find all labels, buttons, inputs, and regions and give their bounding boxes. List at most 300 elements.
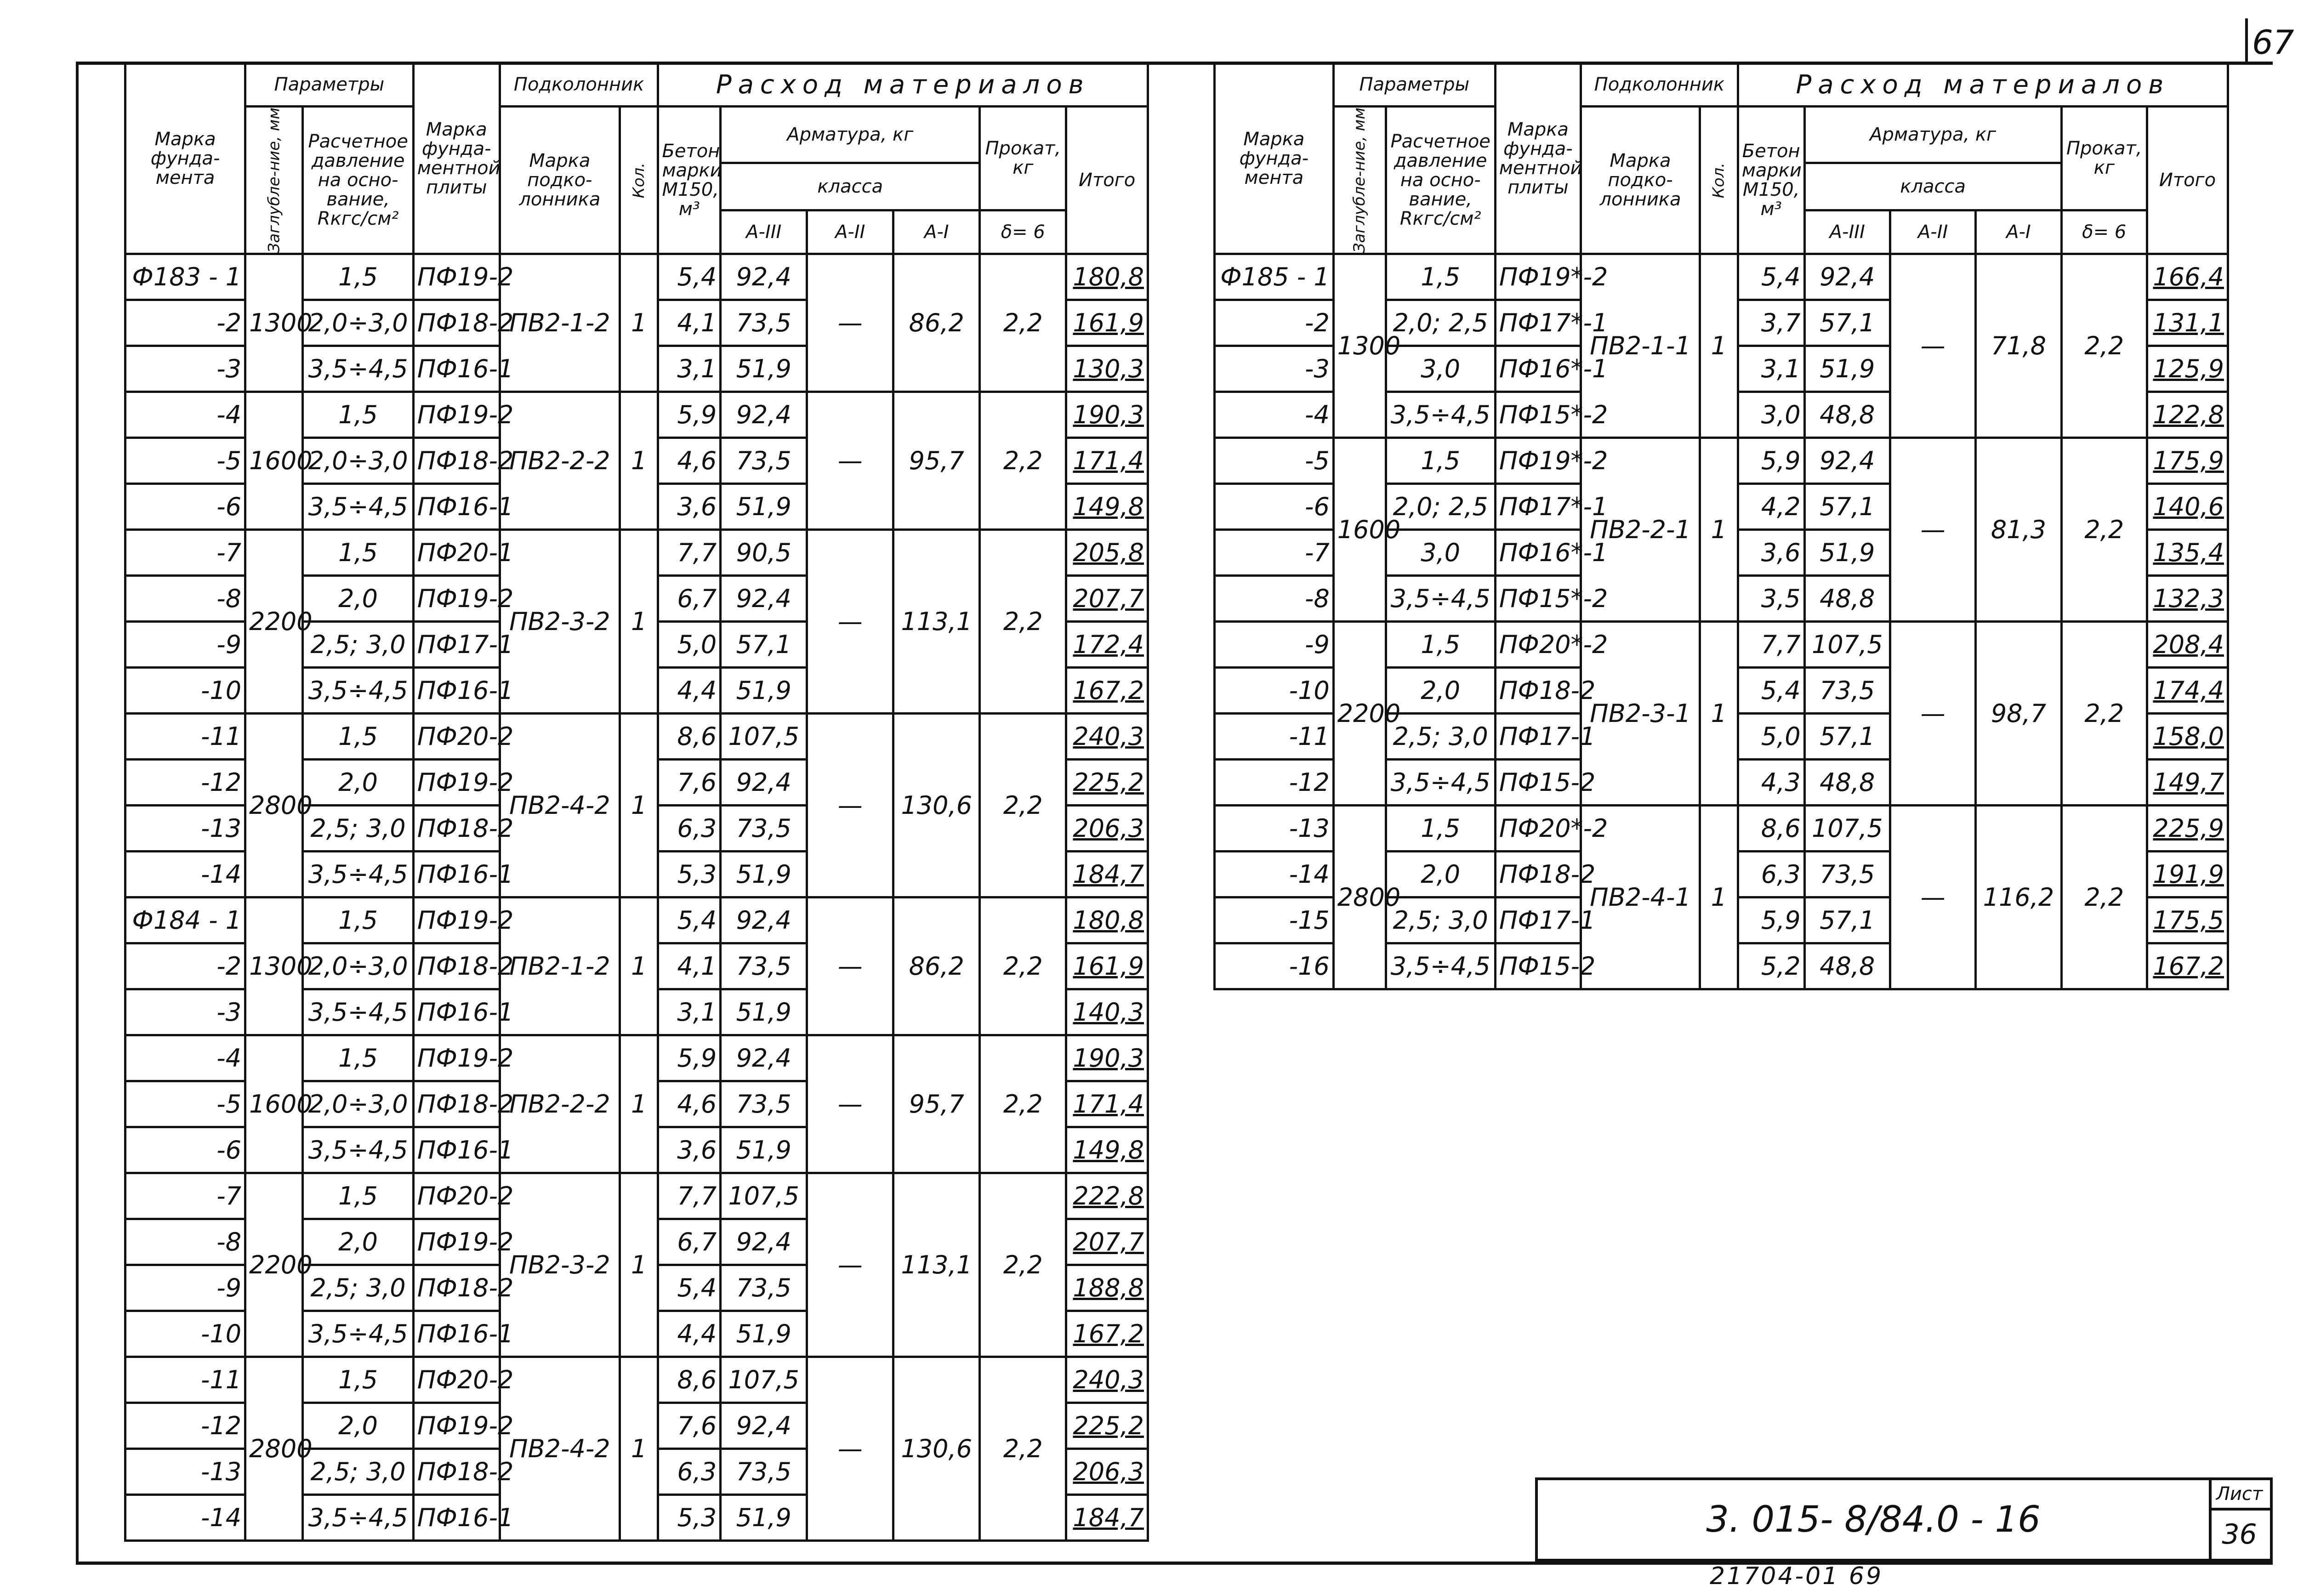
cell-a2: — xyxy=(807,897,893,1035)
cell-a2: — xyxy=(1890,622,1975,806)
cell-davlenie: 1,5 xyxy=(303,254,413,300)
header-marka-podk: Марка подко-лонника xyxy=(1581,107,1700,254)
cell-itogo: 149,8 xyxy=(1066,1127,1148,1173)
cell-itogo: 175,9 xyxy=(2147,438,2228,484)
cell-davlenie: 1,5 xyxy=(1386,254,1495,300)
cell-podkolonnik: ПВ2-2-2 xyxy=(500,1035,620,1173)
cell-beton: 5,4 xyxy=(1738,668,1804,714)
cell-a3: 92,4 xyxy=(721,254,807,300)
header-kol: Кол. xyxy=(620,107,658,254)
table-row xyxy=(125,1035,1148,1081)
cell-beton: 8,6 xyxy=(658,1357,721,1403)
title-block-stamp xyxy=(1535,1477,2273,1562)
cell-kol: 1 xyxy=(1700,622,1738,806)
header-podkolonnik: Подколонник xyxy=(1581,63,1738,107)
cell-marka: -3 xyxy=(125,346,245,392)
cell-a2: — xyxy=(1890,438,1975,622)
cell-plita: ПФ19-2 xyxy=(413,254,500,300)
cell-itogo: 207,7 xyxy=(1066,1219,1148,1265)
cell-plita: ПФ18-2 xyxy=(1495,852,1581,897)
cell-a3: 73,5 xyxy=(721,1265,807,1311)
header-klassa: класса xyxy=(1804,163,2061,210)
cell-plita: ПФ17-1 xyxy=(1495,897,1581,943)
sheet-label: Лист xyxy=(2209,1480,2270,1511)
cell-davlenie: 1,5 xyxy=(1386,622,1495,668)
cell-itogo: 161,9 xyxy=(1066,300,1148,346)
cell-plita: ПФ16-1 xyxy=(413,852,500,897)
cell-marka: Ф183 - 1 xyxy=(125,254,245,300)
materials-table-right xyxy=(1213,62,2229,990)
cell-plita: ПФ19*-2 xyxy=(1495,438,1581,484)
header-a1: А-I xyxy=(1976,210,2061,254)
cell-zaglub: 1600 xyxy=(245,1035,303,1173)
cell-marka: -11 xyxy=(125,714,245,760)
cell-plita: ПФ20-1 xyxy=(413,530,500,576)
cell-a3: 73,5 xyxy=(721,438,807,484)
header-parametry: Параметры xyxy=(1333,63,1495,107)
cell-davlenie: 1,5 xyxy=(1386,438,1495,484)
cell-marka: -6 xyxy=(125,484,245,530)
cell-itogo: 190,3 xyxy=(1066,392,1148,438)
cell-davlenie: 2,5; 3,0 xyxy=(303,1265,413,1311)
cell-beton: 7,7 xyxy=(658,1173,721,1219)
cell-podkolonnik: ПВ2-4-2 xyxy=(500,714,620,897)
cell-beton: 5,9 xyxy=(658,1035,721,1081)
cell-marka: -3 xyxy=(1215,346,1334,392)
cell-davlenie: 2,0÷3,0 xyxy=(303,1081,413,1127)
cell-davlenie: 3,5÷4,5 xyxy=(1386,760,1495,806)
cell-a3: 92,4 xyxy=(721,1219,807,1265)
header-kol: Кол. xyxy=(1700,107,1738,254)
cell-prokat: 2,2 xyxy=(980,1173,1066,1357)
header-delta: δ= 6 xyxy=(2061,210,2147,254)
cell-a3: 107,5 xyxy=(721,714,807,760)
header-a2: А-II xyxy=(1890,210,1975,254)
cell-podkolonnik: ПВ2-2-2 xyxy=(500,392,620,530)
cell-a3: 51,9 xyxy=(721,989,807,1035)
cell-kol: 1 xyxy=(620,1035,658,1173)
cell-itogo: 135,4 xyxy=(2147,530,2228,576)
cell-itogo: 167,2 xyxy=(2147,943,2228,989)
cell-plita: ПФ20-2 xyxy=(413,1173,500,1219)
cell-prokat: 2,2 xyxy=(980,392,1066,530)
cell-kol: 1 xyxy=(1700,438,1738,622)
table-row xyxy=(125,714,1148,760)
cell-zaglub: 2200 xyxy=(1333,622,1386,806)
cell-zaglub: 1300 xyxy=(245,254,303,392)
cell-a1: 116,2 xyxy=(1976,806,2061,989)
cell-a3: 92,4 xyxy=(1804,438,1890,484)
table-row xyxy=(125,530,1148,576)
cell-beton: 3,6 xyxy=(658,1127,721,1173)
cell-itogo: 122,8 xyxy=(2147,392,2228,438)
cell-a3: 107,5 xyxy=(721,1357,807,1403)
cell-itogo: 225,9 xyxy=(2147,806,2228,852)
cell-davlenie: 3,5÷4,5 xyxy=(303,1495,413,1541)
cell-davlenie: 2,5; 3,0 xyxy=(303,1449,413,1495)
table-row xyxy=(125,1357,1148,1403)
cell-marka: -6 xyxy=(125,1127,245,1173)
cell-a2: — xyxy=(807,1357,893,1541)
cell-plita: ПФ16-1 xyxy=(413,989,500,1035)
table-row xyxy=(125,897,1148,943)
cell-beton: 5,3 xyxy=(658,1495,721,1541)
cell-marka: Ф184 - 1 xyxy=(125,897,245,943)
cell-itogo: 175,5 xyxy=(2147,897,2228,943)
cell-itogo: 225,2 xyxy=(1066,1403,1148,1449)
document-code: 3. 015- 8/84.0 - 16 xyxy=(1538,1480,2212,1559)
cell-a3: 73,5 xyxy=(1804,668,1890,714)
cell-itogo: 167,2 xyxy=(1066,1311,1148,1357)
cell-a1: 113,1 xyxy=(893,530,980,714)
cell-beton: 4,6 xyxy=(658,1081,721,1127)
cell-a2: — xyxy=(807,530,893,714)
cell-itogo: 174,4 xyxy=(2147,668,2228,714)
cell-a3: 51,9 xyxy=(1804,346,1890,392)
cell-zaglub: 2200 xyxy=(245,1173,303,1357)
cell-marka: -8 xyxy=(125,1219,245,1265)
cell-prokat: 2,2 xyxy=(980,897,1066,1035)
cell-a3: 73,5 xyxy=(1804,852,1890,897)
cell-beton: 7,6 xyxy=(658,760,721,806)
cell-davlenie: 3,0 xyxy=(1386,346,1495,392)
cell-itogo: 167,2 xyxy=(1066,668,1148,714)
cell-itogo: 240,3 xyxy=(1066,714,1148,760)
cell-marka: -2 xyxy=(1215,300,1334,346)
header-a2: А-II xyxy=(807,210,893,254)
cell-davlenie: 3,5÷4,5 xyxy=(303,1311,413,1357)
cell-beton: 4,4 xyxy=(658,668,721,714)
header-podkolonnik: Подколонник xyxy=(500,63,658,107)
table-row xyxy=(1215,806,2228,852)
cell-marka: -9 xyxy=(125,1265,245,1311)
cell-marka: -2 xyxy=(125,300,245,346)
cell-prokat: 2,2 xyxy=(2061,254,2147,438)
cell-kol: 1 xyxy=(620,392,658,530)
cell-marka: -12 xyxy=(125,760,245,806)
cell-plita: ПФ18-2 xyxy=(1495,668,1581,714)
archive-number: 21704-01 69 xyxy=(1710,1562,1883,1590)
cell-plita: ПФ19*-2 xyxy=(1495,254,1581,300)
cell-a2: — xyxy=(1890,806,1975,989)
cell-plita: ПФ16*-1 xyxy=(1495,346,1581,392)
cell-podkolonnik: ПВ2-4-2 xyxy=(500,1357,620,1541)
cell-a3: 57,1 xyxy=(1804,484,1890,530)
cell-marka: -4 xyxy=(1215,392,1334,438)
cell-marka: -2 xyxy=(125,943,245,989)
cell-itogo: 149,8 xyxy=(1066,484,1148,530)
cell-marka: -12 xyxy=(1215,760,1334,806)
header-a1: А-I xyxy=(893,210,980,254)
cell-a1: 95,7 xyxy=(893,1035,980,1173)
cell-kol: 1 xyxy=(620,530,658,714)
header-marka-plity: Марка фунда-ментной плиты xyxy=(1495,63,1581,254)
cell-podkolonnik: ПВ2-1-1 xyxy=(1581,254,1700,438)
cell-davlenie: 2,0; 2,5 xyxy=(1386,300,1495,346)
cell-marka: -14 xyxy=(125,1495,245,1541)
cell-marka: -11 xyxy=(125,1357,245,1403)
header-parametry: Параметры xyxy=(245,63,414,107)
cell-podkolonnik: ПВ2-1-2 xyxy=(500,254,620,392)
cell-itogo: 171,4 xyxy=(1066,438,1148,484)
cell-prokat: 2,2 xyxy=(980,714,1066,897)
cell-kol: 1 xyxy=(620,897,658,1035)
cell-zaglub: 2800 xyxy=(245,1357,303,1541)
cell-marka: -9 xyxy=(125,622,245,668)
cell-beton: 6,3 xyxy=(658,806,721,852)
cell-plita: ПФ16*-1 xyxy=(1495,530,1581,576)
cell-plita: ПФ15-2 xyxy=(1495,943,1581,989)
cell-a3: 48,8 xyxy=(1804,576,1890,622)
table-row xyxy=(125,392,1148,438)
cell-marka: -7 xyxy=(1215,530,1334,576)
cell-beton: 3,7 xyxy=(1738,300,1804,346)
cell-plita: ПФ18-2 xyxy=(413,1081,500,1127)
table-row xyxy=(1215,254,2228,300)
cell-davlenie: 2,5; 3,0 xyxy=(303,622,413,668)
cell-beton: 5,9 xyxy=(1738,438,1804,484)
sheet-number-divider xyxy=(2245,18,2248,64)
cell-itogo: 158,0 xyxy=(2147,714,2228,760)
cell-beton: 6,3 xyxy=(1738,852,1804,897)
header-rashod: Расход материалов xyxy=(1738,63,2228,107)
cell-a3: 51,9 xyxy=(721,484,807,530)
header-itogo: Итого xyxy=(1066,107,1148,254)
cell-davlenie: 3,5÷4,5 xyxy=(303,484,413,530)
cell-kol: 1 xyxy=(620,1357,658,1541)
cell-beton: 8,6 xyxy=(658,714,721,760)
cell-marka: -6 xyxy=(1215,484,1334,530)
cell-itogo: 180,8 xyxy=(1066,254,1148,300)
cell-davlenie: 3,5÷4,5 xyxy=(303,346,413,392)
cell-plita: ПФ19-2 xyxy=(413,576,500,622)
cell-itogo: 130,3 xyxy=(1066,346,1148,392)
header-marka-fund: Марка фунда-мента xyxy=(125,63,245,254)
cell-plita: ПФ18-2 xyxy=(413,943,500,989)
cell-a3: 92,4 xyxy=(721,1035,807,1081)
cell-marka: -8 xyxy=(125,576,245,622)
cell-kol: 1 xyxy=(620,254,658,392)
cell-podkolonnik: ПВ2-3-1 xyxy=(1581,622,1700,806)
cell-marka: -13 xyxy=(125,806,245,852)
cell-plita: ПФ20*-2 xyxy=(1495,806,1581,852)
header-marka-plity: Марка фунда-ментной плиты xyxy=(413,63,500,254)
cell-podkolonnik: ПВ2-1-2 xyxy=(500,897,620,1035)
cell-zaglub: 2200 xyxy=(245,530,303,714)
cell-a3: 90,5 xyxy=(721,530,807,576)
cell-marka: -10 xyxy=(125,1311,245,1357)
cell-podkolonnik: ПВ2-2-1 xyxy=(1581,438,1700,622)
cell-marka: -11 xyxy=(1215,714,1334,760)
cell-itogo: 171,4 xyxy=(1066,1081,1148,1127)
cell-a2: — xyxy=(807,254,893,392)
cell-plita: ПФ18-2 xyxy=(413,300,500,346)
cell-itogo: 184,7 xyxy=(1066,1495,1148,1541)
header-davlenie: Расчетное давление на осно-вание, Rкгс/см² xyxy=(303,107,413,254)
cell-davlenie: 2,0; 2,5 xyxy=(1386,484,1495,530)
cell-marka: -15 xyxy=(1215,897,1334,943)
cell-davlenie: 3,5÷4,5 xyxy=(303,989,413,1035)
cell-davlenie: 1,5 xyxy=(303,392,413,438)
cell-plita: ПФ15*-2 xyxy=(1495,576,1581,622)
cell-davlenie: 1,5 xyxy=(1386,806,1495,852)
header-a3: А-III xyxy=(1804,210,1890,254)
cell-beton: 5,4 xyxy=(658,254,721,300)
cell-beton: 5,0 xyxy=(1738,714,1804,760)
cell-zaglub: 1600 xyxy=(1333,438,1386,622)
cell-itogo: 188,8 xyxy=(1066,1265,1148,1311)
cell-a3: 73,5 xyxy=(721,943,807,989)
frame-bottom-border xyxy=(76,1562,2273,1565)
cell-zaglub: 2800 xyxy=(1333,806,1386,989)
cell-davlenie: 2,0÷3,0 xyxy=(303,300,413,346)
cell-beton: 5,9 xyxy=(658,392,721,438)
cell-a3: 92,4 xyxy=(721,576,807,622)
cell-plita: ПФ18-2 xyxy=(413,438,500,484)
cell-marka: -13 xyxy=(125,1449,245,1495)
cell-prokat: 2,2 xyxy=(2061,438,2147,622)
cell-a3: 48,8 xyxy=(1804,392,1890,438)
cell-itogo: 240,3 xyxy=(1066,1357,1148,1403)
cell-davlenie: 2,0÷3,0 xyxy=(303,438,413,484)
cell-beton: 3,6 xyxy=(658,484,721,530)
cell-marka: -7 xyxy=(125,1173,245,1219)
cell-marka: -14 xyxy=(125,852,245,897)
cell-zaglub: 2800 xyxy=(245,714,303,897)
header-armatura: Арматура, кг xyxy=(1804,107,2061,163)
cell-kol: 1 xyxy=(620,1173,658,1357)
cell-a3: 51,9 xyxy=(1804,530,1890,576)
cell-prokat: 2,2 xyxy=(980,530,1066,714)
cell-davlenie: 2,0 xyxy=(303,1219,413,1265)
header-a3: А-III xyxy=(721,210,807,254)
cell-plita: ПФ19-2 xyxy=(413,1403,500,1449)
header-zaglub: Заглубле-ние, мм xyxy=(1333,107,1386,254)
cell-itogo: 208,4 xyxy=(2147,622,2228,668)
cell-beton: 6,7 xyxy=(658,576,721,622)
cell-a3: 107,5 xyxy=(721,1173,807,1219)
cell-prokat: 2,2 xyxy=(2061,806,2147,989)
cell-beton: 4,4 xyxy=(658,1311,721,1357)
cell-beton: 3,0 xyxy=(1738,392,1804,438)
cell-davlenie: 2,5; 3,0 xyxy=(1386,897,1495,943)
cell-davlenie: 3,5÷4,5 xyxy=(1386,943,1495,989)
cell-kol: 1 xyxy=(620,714,658,897)
cell-davlenie: 3,5÷4,5 xyxy=(303,852,413,897)
header-beton: Бетон марки М150, м³ xyxy=(658,107,721,254)
cell-plita: ПФ17*-1 xyxy=(1495,484,1581,530)
cell-a3: 92,4 xyxy=(721,392,807,438)
header-prokat: Прокат, кг xyxy=(2061,107,2147,210)
cell-a3: 57,1 xyxy=(721,622,807,668)
cell-plita: ПФ20-2 xyxy=(413,714,500,760)
cell-beton: 4,1 xyxy=(658,943,721,989)
cell-beton: 5,9 xyxy=(1738,897,1804,943)
cell-itogo: 206,3 xyxy=(1066,1449,1148,1495)
cell-a3: 107,5 xyxy=(1804,622,1890,668)
table-row xyxy=(125,254,1148,300)
cell-beton: 3,1 xyxy=(658,989,721,1035)
cell-beton: 5,0 xyxy=(658,622,721,668)
cell-a3: 107,5 xyxy=(1804,806,1890,852)
cell-davlenie: 2,0 xyxy=(1386,668,1495,714)
cell-a3: 48,8 xyxy=(1804,760,1890,806)
cell-plita: ПФ19-2 xyxy=(413,760,500,806)
cell-marka: Ф185 - 1 xyxy=(1215,254,1334,300)
cell-a3: 57,1 xyxy=(1804,897,1890,943)
cell-plita: ПФ17-1 xyxy=(413,622,500,668)
cell-itogo: 140,6 xyxy=(2147,484,2228,530)
cell-davlenie: 1,5 xyxy=(303,1173,413,1219)
cell-beton: 3,1 xyxy=(658,346,721,392)
cell-marka: -16 xyxy=(1215,943,1334,989)
cell-davlenie: 1,5 xyxy=(303,1357,413,1403)
cell-davlenie: 1,5 xyxy=(303,1035,413,1081)
cell-marka: -8 xyxy=(1215,576,1334,622)
cell-a1: 95,7 xyxy=(893,392,980,530)
cell-davlenie: 3,5÷4,5 xyxy=(1386,392,1495,438)
cell-a3: 51,9 xyxy=(721,1311,807,1357)
cell-beton: 6,7 xyxy=(658,1219,721,1265)
cell-davlenie: 2,0 xyxy=(303,1403,413,1449)
cell-a3: 51,9 xyxy=(721,1495,807,1541)
cell-beton: 3,1 xyxy=(1738,346,1804,392)
cell-a1: 130,6 xyxy=(893,1357,980,1541)
cell-davlenie: 2,0÷3,0 xyxy=(303,943,413,989)
cell-a1: 71,8 xyxy=(1976,254,2061,438)
sheet-num: 36 xyxy=(2222,1518,2257,1551)
cell-a3: 73,5 xyxy=(721,1081,807,1127)
cell-beton: 4,6 xyxy=(658,438,721,484)
cell-beton: 5,4 xyxy=(658,1265,721,1311)
cell-itogo: 180,8 xyxy=(1066,897,1148,943)
cell-beton: 7,7 xyxy=(658,530,721,576)
header-marka-podk: Марка подко-лонника xyxy=(500,107,620,254)
cell-marka: -14 xyxy=(1215,852,1334,897)
cell-a3: 92,4 xyxy=(1804,254,1890,300)
cell-kol: 1 xyxy=(1700,254,1738,438)
cell-a2: — xyxy=(807,1173,893,1357)
cell-marka: -13 xyxy=(1215,806,1334,852)
cell-prokat: 2,2 xyxy=(2061,622,2147,806)
cell-prokat: 2,2 xyxy=(980,1357,1066,1541)
cell-marka: -5 xyxy=(125,1081,245,1127)
cell-beton: 6,3 xyxy=(658,1449,721,1495)
cell-a2: — xyxy=(1890,254,1975,438)
cell-a3: 92,4 xyxy=(721,897,807,943)
cell-davlenie: 2,5; 3,0 xyxy=(1386,714,1495,760)
cell-plita: ПФ16-1 xyxy=(413,346,500,392)
header-armatura: Арматура, кг xyxy=(721,107,980,163)
cell-zaglub: 1300 xyxy=(1333,254,1386,438)
cell-davlenie: 3,5÷4,5 xyxy=(1386,576,1495,622)
cell-marka: -10 xyxy=(1215,668,1334,714)
header-delta: δ= 6 xyxy=(980,210,1066,254)
cell-itogo: 184,7 xyxy=(1066,852,1148,897)
cell-a2: — xyxy=(807,714,893,897)
header-itogo: Итого xyxy=(2147,107,2228,254)
cell-plita: ПФ19-2 xyxy=(413,1035,500,1081)
sheet-number: 67 xyxy=(2252,23,2294,62)
cell-podkolonnik: ПВ2-4-1 xyxy=(1581,806,1700,989)
cell-a3: 51,9 xyxy=(721,1127,807,1173)
cell-davlenie: 2,0 xyxy=(303,576,413,622)
materials-table-left-body xyxy=(125,254,1148,1541)
cell-zaglub: 1300 xyxy=(245,897,303,1035)
cell-beton: 5,4 xyxy=(658,897,721,943)
cell-plita: ПФ16-1 xyxy=(413,484,500,530)
cell-davlenie: 2,0 xyxy=(1386,852,1495,897)
